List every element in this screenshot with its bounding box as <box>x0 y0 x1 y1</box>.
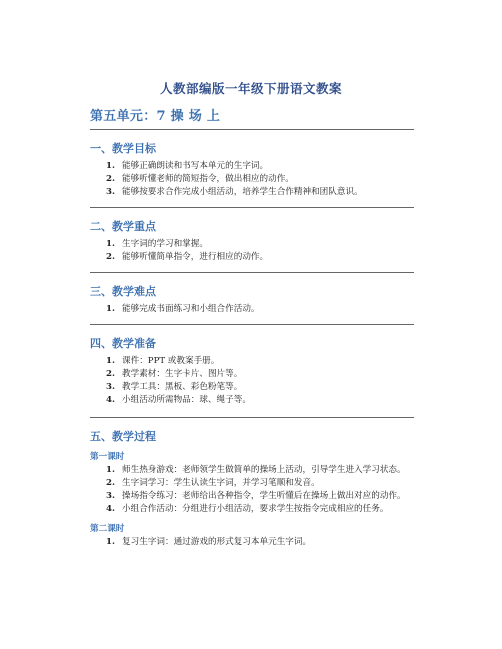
item-number: 4. <box>106 395 115 405</box>
section-divider <box>90 324 414 325</box>
list-item <box>90 394 414 407</box>
item-number: 1. <box>106 465 115 475</box>
section-heading: 三、教学难点 <box>90 285 156 298</box>
item-text: 小组活动所需物品：球、绳子等。 <box>122 395 251 405</box>
list-item <box>90 490 414 503</box>
item-number: 1. <box>106 356 115 366</box>
section-key-points <box>90 207 414 264</box>
item-number: 2. <box>106 252 115 262</box>
list-item <box>90 173 414 186</box>
item-text: 能够听懂老师的简短指令，做出相应的动作。 <box>122 174 294 184</box>
section-heading: 一、教学目标 <box>90 142 156 155</box>
section-teaching-goals <box>90 129 414 199</box>
item-list <box>90 303 414 316</box>
section-heading: 二、教学重点 <box>90 220 156 233</box>
section-divider <box>90 417 414 418</box>
item-list <box>90 355 414 407</box>
item-list <box>90 160 414 199</box>
item-text: 能够按要求合作完成小组活动，培养学生合作精神和团队意识。 <box>122 187 363 197</box>
item-text: 复习生字词：通过游戏的形式复习本单元生字词。 <box>122 537 312 547</box>
section-divider <box>90 272 414 273</box>
list-item <box>90 303 414 316</box>
lesson-label: 第二课时 <box>90 524 125 534</box>
item-number: 3. <box>106 187 115 197</box>
item-number: 3. <box>106 491 115 501</box>
section-divider <box>90 207 414 208</box>
item-text: 能够听懂简单指令，进行相应的动作。 <box>122 252 269 262</box>
item-number: 2. <box>106 174 115 184</box>
item-number: 1. <box>106 161 115 171</box>
item-text: 课件：PPT 或教案手册。 <box>122 356 220 366</box>
section-teaching-process <box>90 417 414 549</box>
item-number: 1. <box>106 304 115 314</box>
item-text: 教学素材：生字卡片、图片等。 <box>122 369 243 379</box>
lesson-label: 第一课时 <box>90 452 125 462</box>
list-item <box>90 251 414 264</box>
item-list <box>90 536 414 549</box>
item-list <box>90 464 414 516</box>
document-title: 人教部编版一年级下册语文教案 <box>159 81 342 96</box>
item-number: 2. <box>106 369 115 379</box>
item-text: 教学工具：黑板、彩色粉笔等。 <box>122 382 243 392</box>
list-item <box>90 160 414 173</box>
list-item <box>90 186 414 199</box>
section-divider <box>90 129 414 130</box>
list-item <box>90 464 414 477</box>
item-text: 生字词学习：学生认读生字词，并学习笔顺和发音。 <box>122 478 320 488</box>
item-text: 能够正确朗读和书写本单元的生字词。 <box>122 161 269 171</box>
section-heading: 四、教学准备 <box>90 337 156 350</box>
item-number: 1. <box>106 239 115 249</box>
item-number: 4. <box>106 504 115 514</box>
item-text: 能够完成书面练习和小组合作活动。 <box>122 304 260 314</box>
list-item <box>90 477 414 490</box>
item-number: 1. <box>106 537 115 547</box>
item-number: 3. <box>106 382 115 392</box>
item-text: 小组合作活动：分组进行小组活动，要求学生按指令完成相应的任务。 <box>122 504 389 514</box>
item-list <box>90 238 414 264</box>
item-text: 操场指令练习：老师给出各种指令，学生听懂后在操场上做出对应的动作。 <box>122 491 406 501</box>
list-item <box>90 238 414 251</box>
list-item <box>90 368 414 381</box>
item-text: 生字词的学习和掌握。 <box>122 239 208 249</box>
list-item <box>90 536 414 549</box>
section-heading: 五、教学过程 <box>90 430 156 443</box>
item-number: 2. <box>106 478 115 488</box>
unit-title: 第五单元：7 操 场 上 <box>90 109 221 124</box>
list-item <box>90 503 414 516</box>
section-preparation <box>90 324 414 407</box>
section-difficulties <box>90 272 414 316</box>
list-item <box>90 381 414 394</box>
list-item <box>90 355 414 368</box>
item-text: 师生热身游戏：老师领学生做简单的操场上活动，引导学生进入学习状态。 <box>122 465 406 475</box>
